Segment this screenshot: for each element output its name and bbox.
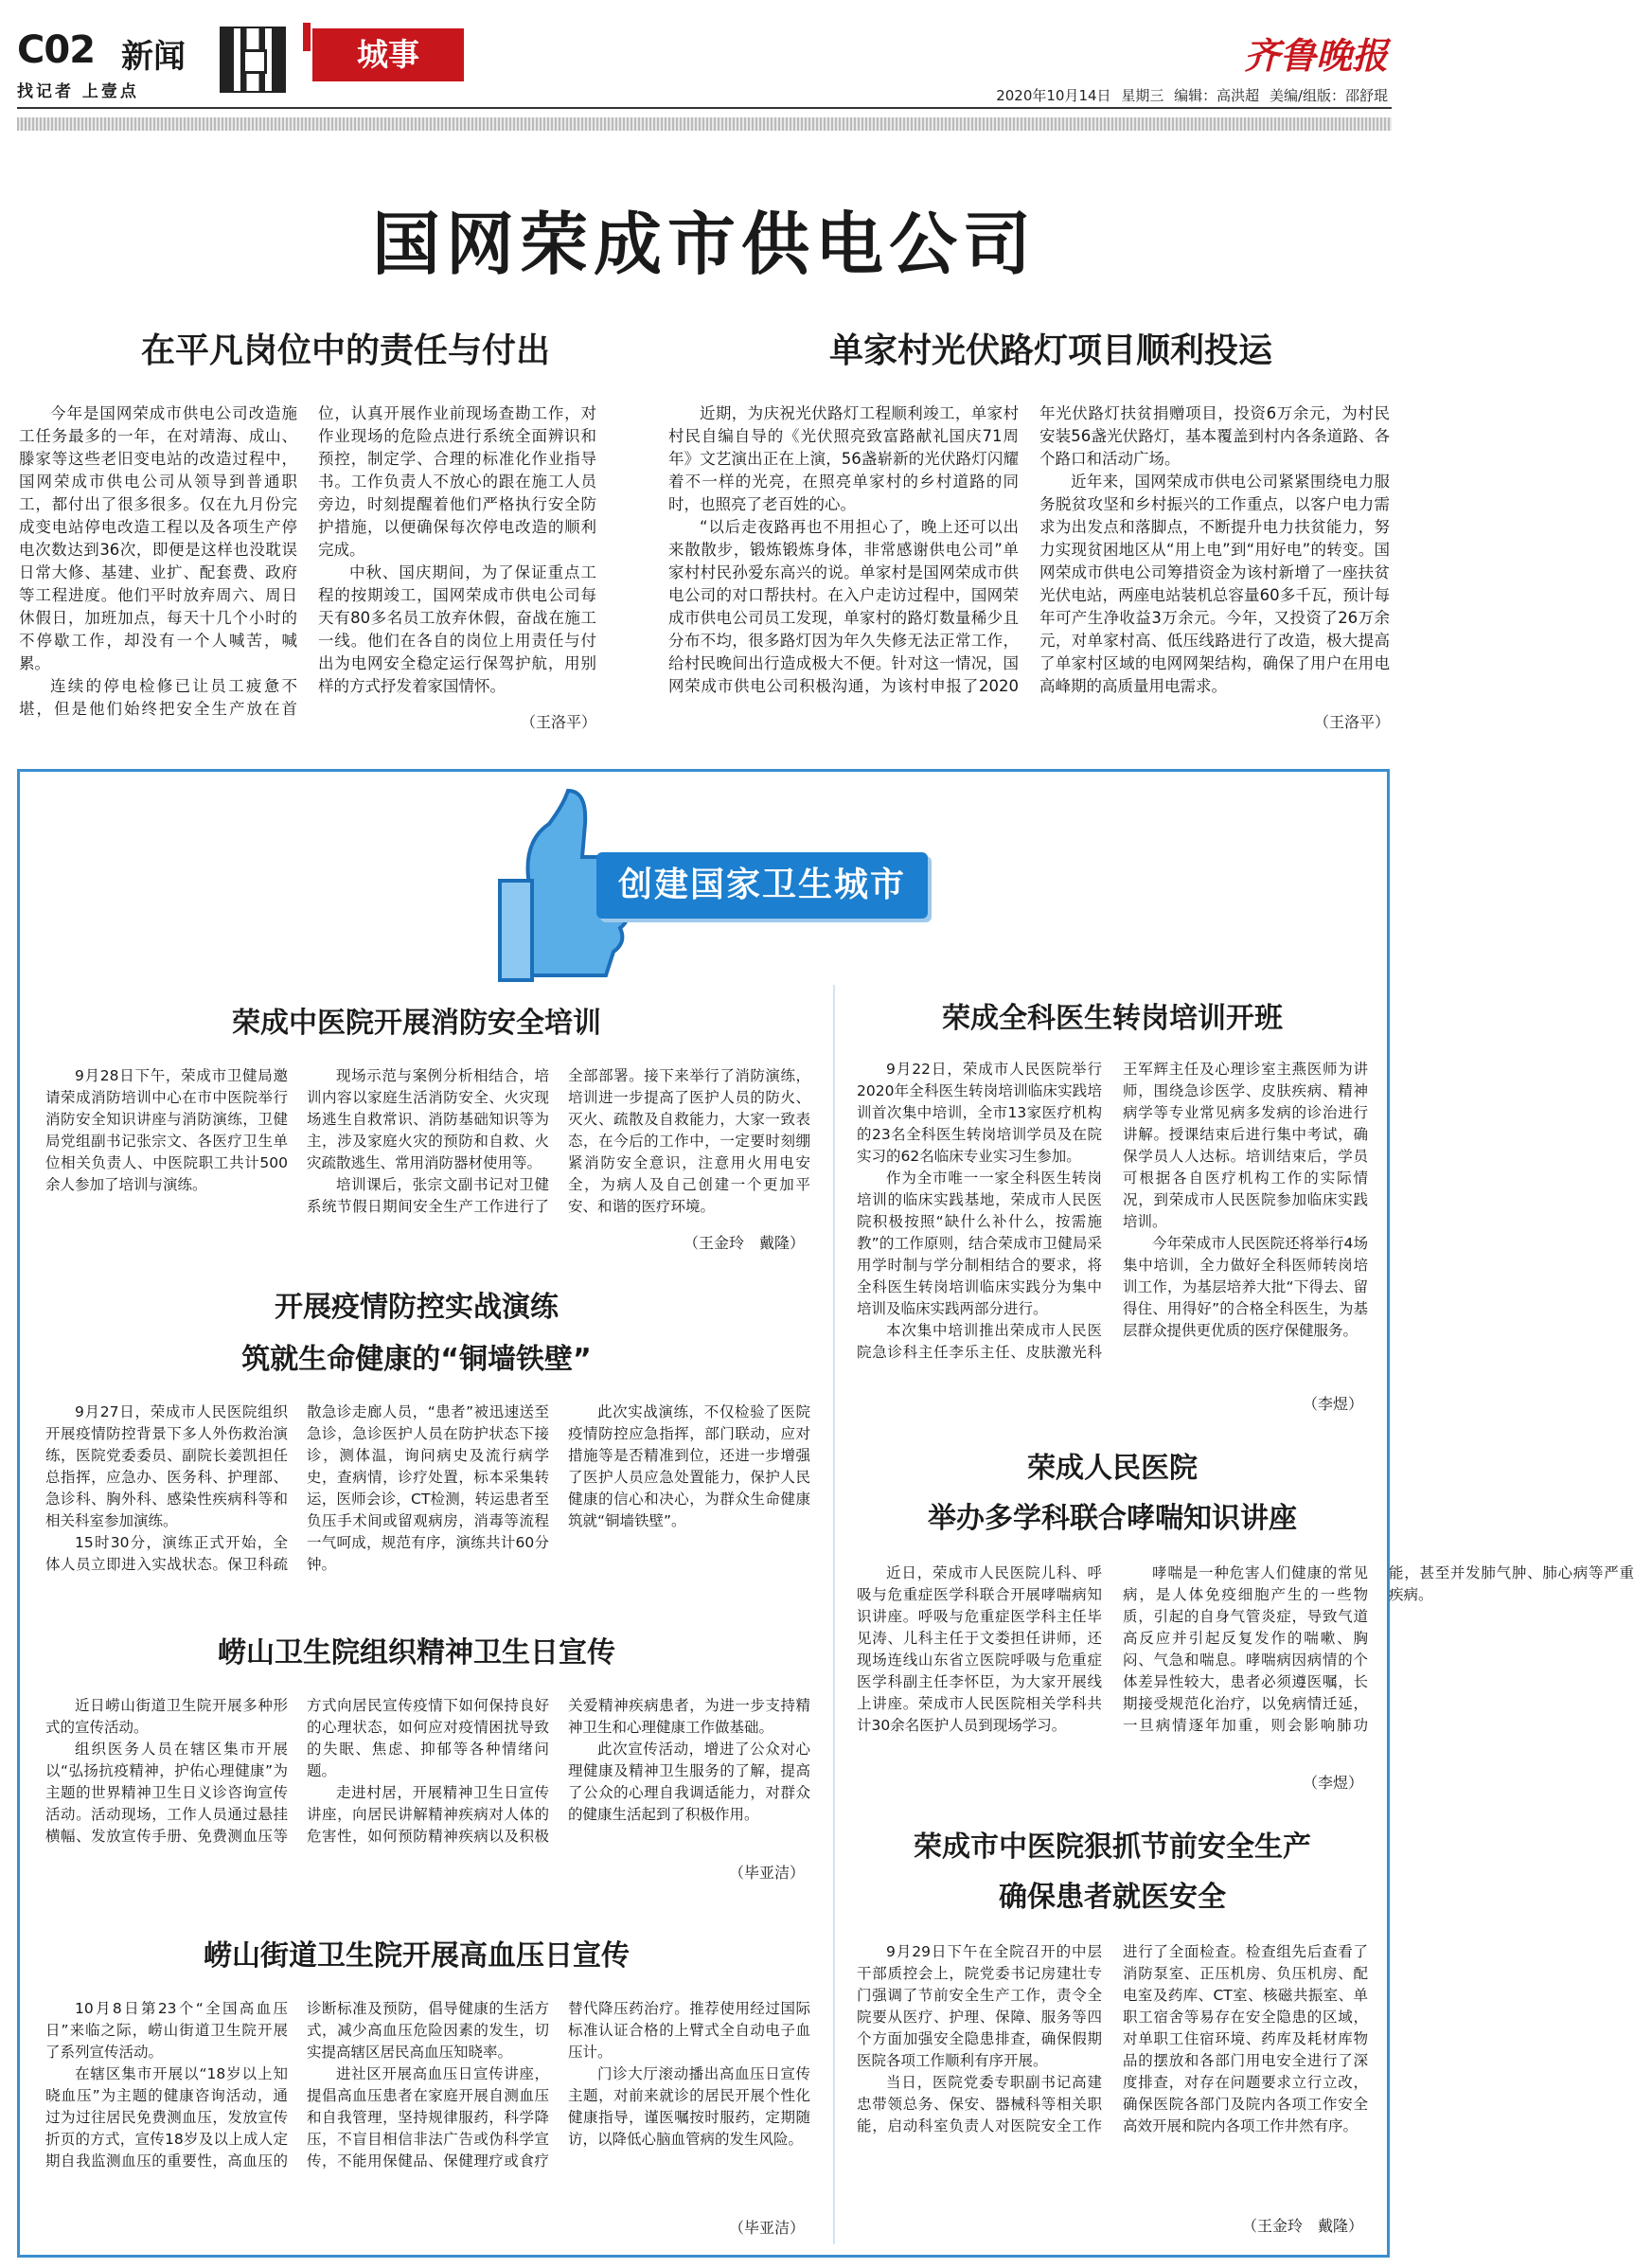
editor-credit: 编辑：高洪超 bbox=[1174, 87, 1260, 104]
campaign-badge bbox=[492, 786, 937, 1004]
issue-weekday: 星期三 bbox=[1121, 87, 1164, 104]
issue-date: 2020年10月14日 bbox=[996, 87, 1111, 104]
article2-byline: （王洛平） bbox=[1313, 713, 1390, 731]
story4-paragraph: 门诊大厅滚动播出高血压日宣传主题，对前来就诊的居民开展个性化健康指导，谨医嘱按时服药，定期随访，以降低心脑血管病的发生风险。 bbox=[568, 2065, 810, 2148]
story4-paragraph: 在辖区集市开展以“18岁以上知晓血压”为主题的健康咨询活动，通过为过往居民免费测血压，发放宣传折页的方式，宣传18岁及以上成人定期自我监测血压的重要性，高血压的诊断标准及预防，倡导健康的生活方式，减少高血压危险因素的发生，切实提高辖区居民高血压知晓率。 bbox=[45, 2000, 549, 2170]
newspaper-logo: 齐鲁晚报 bbox=[1243, 34, 1388, 77]
page-headline: 国网荣成市供电公司 bbox=[371, 205, 1037, 284]
section-tab: 城事 bbox=[312, 28, 464, 81]
story6-title: 荣成人民医院 bbox=[1027, 1452, 1198, 1485]
story4-body bbox=[45, 1998, 810, 2216]
article2-paragraph: 近期，为庆祝光伏路灯工程顺利竣工，单家村村民自编自导的《光伏照亮致富路献礼国庆71周年》文艺演出正在上演，56盏崭新的光伏路灯闪耀着不一样的光亮，在照亮单家村的乡村道路的同时，也照亮了老百姓的心。 bbox=[668, 404, 1019, 513]
story6-paragraph: 近日，荣成市人民医院儿科、呼吸与危重症医学科联合开展哮喘病知识讲座。呼吸与危重症医学科主任毕见涛、儿科主任于文娄担任讲师，还现场连线山东省立医院呼吸与危重症医学科副主任李怀臣，为大家开展线上讲座。荣成市人民医院相关学科共计30余名医护人员到现场学习。 bbox=[857, 1564, 1102, 1734]
story3-paragraph: 此次宣传活动，增进了公众对心理健康及精神卫生服务的了解，提高了公众的心理自我调适能力，对群众的健康生活起到了积极作用。 bbox=[568, 1741, 810, 1823]
page-number: C02 bbox=[17, 28, 96, 72]
story3-paragraph: 组织医务人员在辖区集市开展以“弘扬抗疫精神，护佑心理健康”为主题的世界精神卫生日义诊咨询宣传活动。活动现场，工作人员通过悬挂横幅、发放宣传手册、免费测血压等方式向居民宣传疫情下如何保持良好的心理状态，如何应对疫情困扰导致的失眠、焦虑、抑郁等各种情绪问题。 bbox=[45, 1697, 549, 1845]
article2-title: 单家村光伏路灯项目顺利投运 bbox=[828, 331, 1272, 370]
story5-paragraph: 9月22日，荣成市人民医院举行2020年全科医生转岗培训临床实践培训首次集中培训，全市13家医疗机构的23名全科医生转岗培训学员及在院实习的62名临床专业实习生参加。 bbox=[857, 1061, 1102, 1165]
story7-title: 荣成市中医院狠抓节前安全生产 bbox=[914, 1830, 1311, 1864]
tagline: 找记者 上壹点 bbox=[17, 82, 139, 101]
article1-body bbox=[19, 402, 596, 724]
story3-paragraph: 近日崂山街道卫生院开展多种形式的宣传活动。 bbox=[45, 1697, 288, 1736]
header-rule bbox=[17, 107, 1392, 109]
story2-body bbox=[45, 1402, 810, 1591]
story7-byline: （王金玲 戴隆） bbox=[1241, 2217, 1363, 2235]
story5-paragraph: 本次集中培训推出荣成市人民医院急诊科主任李乐主任、皮肤激光科王军辉主任及心理诊室主燕医师为讲师，围绕急诊医学、皮肤疾病、精神病学等专业常见病多发病的诊治进行讲解。授课结束后进行集中考试，确保学员人人达标。培训结束后，学员可根据各自医疗机构工作的实际情况，到荣成市人民医院参加临床实践培训。 bbox=[857, 1061, 1368, 1361]
designer-credit: 美编/组版：邵舒琨 bbox=[1269, 87, 1388, 104]
column-divider bbox=[833, 985, 835, 2244]
article1-title: 在平凡岗位中的责任与付出 bbox=[140, 331, 550, 370]
story5-paragraph: 今年荣成市人民医院还将举行4场集中培训，全力做好全科医师转岗培训工作，为基层培养大批“下得去、留得住、用得好”的合格全科医生，为基层群众提供更优质的医疗保健服务。 bbox=[1123, 1235, 1368, 1339]
article1-paragraph: 今年是国网荣成市供电公司改造施工任务最多的一年，在对靖海、成山、滕家等这些老旧变电站的改造过程中，国网荣成市供电公司从领导到普通职工，都付出了很多很多。仅在九月份完成变电站停电改造工程以及各项生产停电次数达到36次，即便是这样也没耽误日常大修、基建、业扩、配套费、政府等工程进度。他们平时放弃周六、周日休假日，加班加点，每天十几个小时的不停歇工作，却没有一个人喊苦，喊累。 bbox=[19, 404, 297, 672]
story5-body bbox=[857, 1059, 1368, 1390]
story2-paragraph: 9月27日，荣成市人民医院组织开展疫情防控背景下多人外伤救治演练，医院党委委员、副院长姜凯担任总指挥，应急办、医务科、护理部、急诊科、胸外科、感染性疾病科等和相关科室参加演练。 bbox=[45, 1403, 288, 1529]
campaign-badge-text: 创建国家卫生城市 bbox=[596, 852, 928, 919]
story2-paragraph: 15时30分，演练正式开始，全体人员立即进入实战状态。保卫科疏散急诊走廊人员，“患者”被迅速送至急诊，急诊医护人员在防护状态下接诊，测体温，询问病史及流行病学史，查病情，诊疗处置，标本采集转运，医师会诊，CT检测，转运患者至负压手术间或留观病房，消毒等流程一气呵成，规范有序，演练共计60分钟。 bbox=[45, 1403, 549, 1573]
story5-byline: （李煜） bbox=[1302, 1395, 1363, 1413]
story3-byline: （毕亚洁） bbox=[728, 1864, 805, 1882]
story2-paragraph: 此次实战演练，不仅检验了医院疫情防控应急指挥，部门联动，应对措施等是否精准到位，还进一步增强了医护人员应急处置能力，保护人民健康的信心和决心，为群众生命健康筑就“铜墙铁壁”。 bbox=[568, 1403, 810, 1529]
story6-body bbox=[857, 1563, 1634, 1776]
article2-body bbox=[668, 402, 1390, 724]
story7-paragraph: 当日，医院党委专职副书记高建忠带领总务、保安、器械科等相关职能，启动科室负责人对医院安全工作进行了全面检查。检查组先后查看了消防泵室、正压机房、负压机房、配电室及药库、CT室、核磁共振室、单职工宿舍等易存在安全隐患的区域，对单职工住宿环境、药库及耗材库物品的摆放和各部门用电安全进行了深度排查，对存在问题要求立行立改，确保医院各部门及院内各项工作安全高效开展和院内各项工作井然有序。 bbox=[857, 1943, 1368, 2134]
story3-title: 崂山卫生院组织精神卫生日宣传 bbox=[218, 1636, 615, 1670]
story5-title: 荣成全科医生转岗培训开班 bbox=[942, 1002, 1283, 1035]
story1-body bbox=[45, 1065, 810, 1255]
story4-byline: （毕亚洁） bbox=[728, 2219, 805, 2237]
qr-code-icon bbox=[220, 27, 286, 93]
article1-byline: （王洛平） bbox=[520, 713, 596, 731]
story3-paragraph: 走进村居，开展精神卫生日宣传讲座，向居民讲解精神疾病对人体的危害性，如何预防精神疾病以及积极关爱精神疾病患者，为进一步支持精神卫生和心理健康工作做基础。 bbox=[307, 1697, 810, 1845]
story4-paragraph: 10月8日第23个“全国高血压日”来临之际，崂山街道卫生院开展了系列宣传活动。 bbox=[45, 2000, 288, 2061]
article1-paragraph: 中秋、国庆期间，为了保证重点工程的按期竣工，国网荣成市供电公司每天有80多名员工放弃休假，奋战在施工一线。他们在各自的岗位上用责任与付出为电网安全稳定运行保驾护航，用别样的方式抒发着家国情怀。 bbox=[318, 563, 596, 695]
article2-paragraph: 近年来，国网荣成市供电公司紧紧围绕电力服务脱贫攻坚和乡村振兴的工作重点，以客户电力需求为出发点和落脚点，不断提升电力扶贫能力，努力实现贫困地区从“用上电”到“用好电”的转变。国网荣成市供电公司筹措资金为该村新增了一座扶贫光伏电站，两座电站装机总容量60多千瓦，预计每年可产生净收益3万余元。今年，又投资了26万余元，对单家村高、低压线路进行了改造，极大提高了单家村区域的电网网架结构，确保了用户在用电高峰期的高质量用电需求。 bbox=[1039, 473, 1390, 695]
story2-subtitle: 筑就生命健康的“铜墙铁壁” bbox=[241, 1343, 592, 1376]
issue-meta bbox=[996, 85, 1388, 105]
article1-paragraph: 连续的停电检修已让员工疲惫不堪，但是他们始终把安全生产放在首位，认真开展作业前现场查勘工作，对作业现场的危险点进行系统全面辨识和预控，制定学、合理的标准化作业指导书。工作负责人不放心的跟在施工人员旁边，时刻提醒着他们严格执行安全防护措施，以便确保每次停电改造的顺利完成。 bbox=[19, 404, 596, 718]
story6-paragraph: 哮喘是一种危害人们健康的常见病，是人体免疫细胞产生的一些物质，引起的自身气管炎症，导致气道高反应并引起反复发作的喘嗽、胸闷、气急和喘息。哮喘病因病情的个体差异性较大，患者必须遵医嘱，长期接受规范化治疗，以免病情迁延，一旦病情逐年加重，则会影响肺功能，甚至并发肺气肿、肺心病等严重疾病。 bbox=[1123, 1564, 1634, 1734]
header-band bbox=[17, 117, 1392, 131]
story1-paragraph: 9月28日下午，荣成市卫健局邀请荣成消防培训中心在市中医院举行消防安全知识讲座与消防演练，卫健局党组副书记张宗文、各医疗卫生单位相关负责人、中医院职工共计500余人参加了培训与演练。 bbox=[45, 1067, 288, 1193]
story1-paragraph: 培训课后，张宗文副书记对卫健系统节假日期间安全生产工作进行了全部部署。接下来举行了消防演练，培训进一步提高了医护人员的防火、灭火、疏散及自救能力，大家一致表态，在今后的工作中，一定要时刻绷紧消防安全意识，注意用火用电安全，为病人及自己创建一个更加平安、和谐的医疗环境。 bbox=[307, 1067, 810, 1215]
story7-subtitle: 确保患者就医安全 bbox=[999, 1881, 1226, 1914]
story2-title: 开展疫情防控实战演练 bbox=[275, 1291, 559, 1324]
article2-paragraph: “以后走夜路再也不用担心了，晚上还可以出来散散步，锻炼锻炼身体，非常感谢供电公司”单家村村民孙爱东高兴的说。单家村是国网荣成市供电公司的对口帮扶村。在入户走访过程中，国网荣成市供电公司员工发现，单家村的路灯数量稀少且分布不均，很多路灯因为年久失修无法正常工作，给村民晚间出行造成极大不便。针对这一情况，国网荣成市供电公司积极沟通，为该村申报了2020年光伏路灯扶贫捐赠项目，投资6万余元，为村民安装56盏光伏路灯，基本覆盖到村内各条道路、各个路口和活动广场。 bbox=[668, 404, 1390, 695]
story1-paragraph: 现场示范与案例分析相结合，培训内容以家庭生活消防安全、火灾现场逃生自救常识、消防基础知识等为主，涉及家庭火灾的预防和自救、火灾疏散逃生、常用消防器材使用等。 bbox=[307, 1067, 549, 1171]
story5-paragraph: 作为全市唯一一家全科医生转岗培训的临床实践基地，荣成市人民医院积极按照“缺什么补什么，按需施教”的工作原则，结合荣成市卫健局采用学时制与学分制相结合的要求，将全科医生转岗培训临床实践分为集中培训及临床实践两部分进行。 bbox=[857, 1170, 1102, 1317]
story4-paragraph: 进社区开展高血压日宣传讲座，提倡高血压患者在家庭开展自测血压和自我管理，坚持规律服药，科学降压，不盲目相信非法广告或伪科学宣传，不能用保健品、保健理疗或食疗替代降压药治疗。推荐使用经过国际标准认证合格的上臂式全自动电子血压计。 bbox=[307, 2000, 810, 2170]
story7-body bbox=[857, 1941, 1368, 2206]
story1-title: 荣成中医院开展消防安全培训 bbox=[232, 1007, 601, 1040]
story1-byline: （王金玲 戴隆） bbox=[683, 1234, 805, 1252]
section-name: 新闻 bbox=[121, 38, 186, 76]
story4-title: 崂山街道卫生院开展高血压日宣传 bbox=[204, 1939, 630, 1973]
story6-byline: （李煜） bbox=[1302, 1774, 1363, 1792]
story6-subtitle: 举办多学科联合哮喘知识讲座 bbox=[928, 1502, 1297, 1535]
story7-paragraph: 9月29日下午在全院召开的中层干部质控会上，院党委书记房建壮专门强调了节前安全生产工作，责令全院要从医疗、护理、保障、服务等四个方面加强安全隐患排查，确保假期医院各项工作顺利有序开展。 bbox=[857, 1943, 1102, 2069]
story3-body bbox=[45, 1695, 810, 1884]
